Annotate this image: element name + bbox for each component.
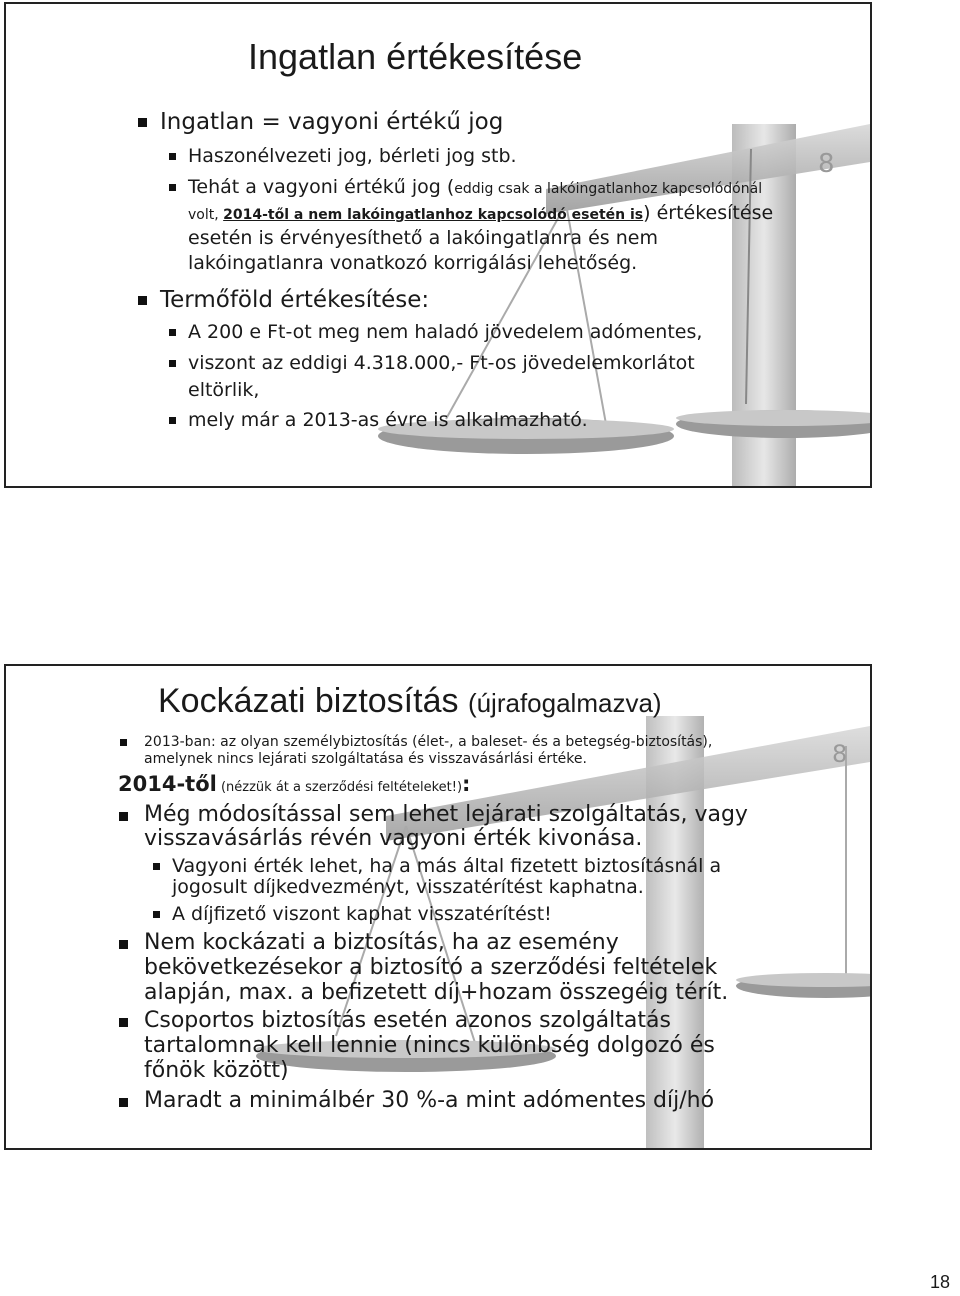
list-item: Tehát a vagyoni értékű jog (eddig csak a lakóingatlanhoz kapcsolódónál xyxy=(188,176,762,199)
svg-text:8: 8 xyxy=(832,740,848,768)
list-item: Még módosítással sem lehet lejárati szolgáltatás, vagy xyxy=(144,802,748,829)
slide-1-title: Ingatlan értékesítése xyxy=(248,36,583,77)
list-item: viszont az eddigi 4.318.000,- Ft-os jövedelemkorlátot xyxy=(188,352,695,375)
list-item: Vagyoni érték lehet, ha a más által fizetett biztosításnál a xyxy=(172,855,721,878)
list-item-continued: bekövetkezésekor a biztosító a szerződési feltételek xyxy=(144,955,718,980)
list-item-continued: esetén is érvényesíthető a lakóingatlanra és nem xyxy=(188,227,658,249)
slide-2-title: Kockázati biztosítás (újrafogalmazva) xyxy=(158,682,662,720)
list-item: Csoportos biztosítás esetén azonos szolgáltatás xyxy=(144,1008,671,1035)
list-item: Haszonélvezeti jog, bérleti jog stb. xyxy=(188,145,517,168)
list-item-continued: volt, 2014-től a nem lakóingatlanhoz kapcsolódó esetén is) értékesítése xyxy=(188,202,774,224)
list-item-continued: alapján, max. a befizetett díj+hozam összegéig térít. xyxy=(144,980,729,1005)
list-item-continued: főnök között) xyxy=(144,1058,289,1083)
list-item: 2013-ban: az olyan személybiztosítás (élet-, a baleset- és a betegség-biztosítás), xyxy=(144,734,712,751)
page-number: 18 xyxy=(929,1272,950,1292)
list-item: mely már a 2013-as évre is alkalmazható. xyxy=(188,409,588,432)
svg-text:8: 8 xyxy=(818,149,835,179)
list-item: A díjfizető viszont kaphat visszatérítést! xyxy=(172,903,552,926)
list-item-continued: amelynek nincs lejárati szolgáltatása és visszavásárlási értéke. xyxy=(144,751,587,767)
list-item-continued: visszavásárlás révén vagyoni érték kivonása. xyxy=(144,826,643,851)
list-item: Ingatlan = vagyoni értékű jog xyxy=(160,108,503,136)
section-label: 2014-től (nézzük át a szerződési feltételeket!): xyxy=(118,772,471,796)
list-item: Maradt a minimálbér 30 %-a mint adómentes díj/hó xyxy=(144,1088,714,1115)
list-item: A 200 e Ft-ot meg nem haladó jövedelem adómentes, xyxy=(188,321,702,344)
list-item: Nem kockázati a biztosítás, ha az esemény xyxy=(144,930,619,957)
list-item-continued: tartalomnak kell lennie (nincs különbség dolgozó és xyxy=(144,1033,715,1058)
list-item-continued: lakóingatlanra vonatkozó korrigálási lehetőség. xyxy=(188,252,638,274)
list-item-continued: jogosult díjkedvezményt, visszatérítést kaphatna. xyxy=(172,876,644,898)
list-item: Termőföld értékesítése: xyxy=(160,286,429,314)
list-item-continued: eltörlik, xyxy=(188,379,260,401)
